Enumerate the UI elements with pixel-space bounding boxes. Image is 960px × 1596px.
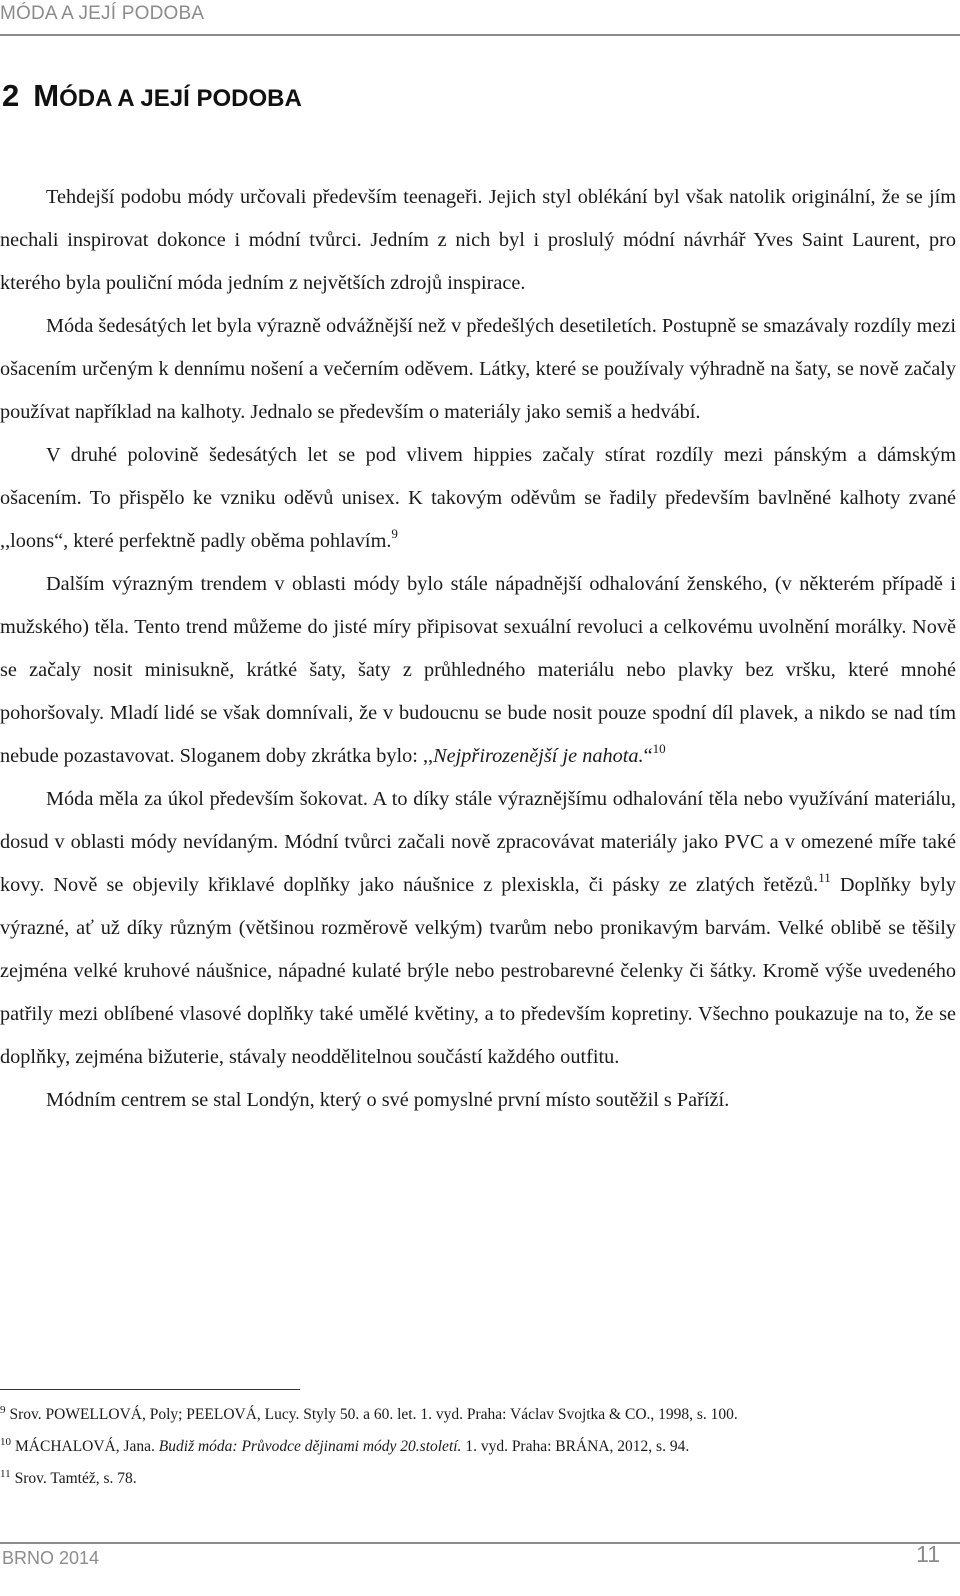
- page-number: 11: [916, 1541, 940, 1567]
- footer-place-year: BRNO 2014: [2, 1548, 100, 1568]
- footnote-number: 11: [0, 1468, 11, 1480]
- chapter-title-rest: ÓDA A JEJÍ PODOBA: [59, 85, 302, 112]
- footnote-author: MÁCHALOVÁ, Jana.: [15, 1438, 159, 1455]
- running-title: MÓDA A JEJÍ PODOBA: [0, 3, 205, 24]
- chapter-title-initial: M: [33, 78, 60, 113]
- paragraph-2: Móda šedesátých let byla výrazně odvážnější než v předešlých desetiletích. Postupně se smazávaly rozdíly mezi ošacením určeným k dennímu nošení a večerním oděvem. Látky, které se používaly výhradně na šaty, se nově začaly používat například na kalhoty. Jednalo se především o materiály jako semiš a hedvábí.: [0, 315, 956, 423]
- footnote-separator: [0, 1389, 300, 1390]
- chapter-heading: [2, 78, 302, 114]
- footnote-10: [0, 1431, 956, 1463]
- paragraph-1: Tehdejší podobu módy určovali především teenageři. Jejich styl oblékání byl však natolik originální, že se jím nechali inspirovat dokonce i módní tvůrci. Jedním z nich byl i proslulý módní návrhář Yves Saint Laurent, pro kterého byla pouliční móda jedním z největších zdrojů inspirace.: [0, 186, 956, 294]
- paragraph-5: [0, 778, 956, 1079]
- footnote-title: Budiž móda: Průvodce dějinami módy 20.století.: [158, 1438, 462, 1455]
- footnotes: [0, 1399, 956, 1495]
- footnote-ref-11: 11: [818, 870, 831, 885]
- slogan-quote: Nejpřirozenější je nahota.: [433, 745, 644, 767]
- footnote-9: [0, 1399, 956, 1431]
- footnote-ref-9: 9: [391, 526, 398, 541]
- page-header: [0, 0, 960, 40]
- footnote-11: [0, 1463, 956, 1495]
- body-text: [0, 176, 956, 1122]
- chapter-number: 2: [2, 78, 20, 113]
- paragraph-4: [0, 563, 956, 778]
- footnote-number: 9: [0, 1404, 6, 1416]
- footnote-number: 10: [0, 1436, 11, 1448]
- quote-close: “: [643, 745, 653, 767]
- paragraph-3: [0, 434, 956, 563]
- header-divider: [0, 34, 960, 36]
- paragraph-3-text: V druhé polovině šedesátých let se pod vlivem hippies začaly stírat rozdíly mezi pánským a dámským ošacením. To přispělo ke vzniku oděvů unisex. K takovým oděvům se řadily především bavlněné kalhoty zvané ,,loons“, které perfektně padly oběma pohlavím.: [0, 444, 956, 552]
- paragraph-5-text-end: Doplňky byly výrazné, ať už díky různým (většinou rozměrově velkým) tvarům nebo pronikavým barvám. Velké oblibě se těšily zejména velké kruhové náušnice, nápadné kulaté brýle nebo pestrobarevné čelenky či šátky. Kromě výše uvedeného patřily mezi oblíbené vlasové doplňky také umělé květiny, a to především kopretiny. Všechno poukazuje na to, že se doplňky, zejména bižuterie, stávaly neoddělitelnou součástí každého outfitu.: [0, 874, 956, 1068]
- footer-divider: [0, 1542, 960, 1544]
- paragraph-5-text-start: Móda měla za úkol především šokovat. A to díky stále výraznějšímu odhalování těla nebo využívání materiálu, dosud v oblasti módy nevídaným. Módní tvůrci začali nově zpracovávat materiály jako PVC a v omezené míře také kovy. Nově se objevily křiklavé doplňky jako náušnice z plexiskla, či pásky ze zlatých řetězů.: [0, 788, 956, 896]
- footnote-text: Srov. Tamtéž, s. 78.: [14, 1470, 137, 1487]
- footnote-ref-10: 10: [652, 741, 666, 756]
- footnote-text: Srov. POWELLOVÁ, Poly; PEELOVÁ, Lucy. Styly 50. a 60. let. 1. vyd. Praha: Václav Svojtka & CO., 1998, s. 100.: [9, 1406, 738, 1423]
- paragraph-6: Módním centrem se stal Londýn, který o své pomyslné první místo soutěžil s Paříží.: [46, 1089, 730, 1111]
- footnote-text: 1. vyd. Praha: BRÁNA, 2012, s. 94.: [461, 1438, 690, 1455]
- paragraph-4-text: Dalším výrazným trendem v oblasti módy bylo stále nápadnější odhalování ženského, (v některém případě i mužského) těla. Tento trend můžeme do jisté míry připisovat sexuální revoluci a celkovému uvolnění morálky. Nově se začaly nosit minisukně, krátké šaty, šaty z průhledného materiálu nebo plavky bez vršku, které mnohé pohoršovaly. Mladí lidé se však domnívali, že v budoucnu se bude nosit pouze spodní díl plavek, a nikdo se nad tím nebude pozastavovat. Sloganem doby zkrátka bylo: ,,: [0, 573, 956, 767]
